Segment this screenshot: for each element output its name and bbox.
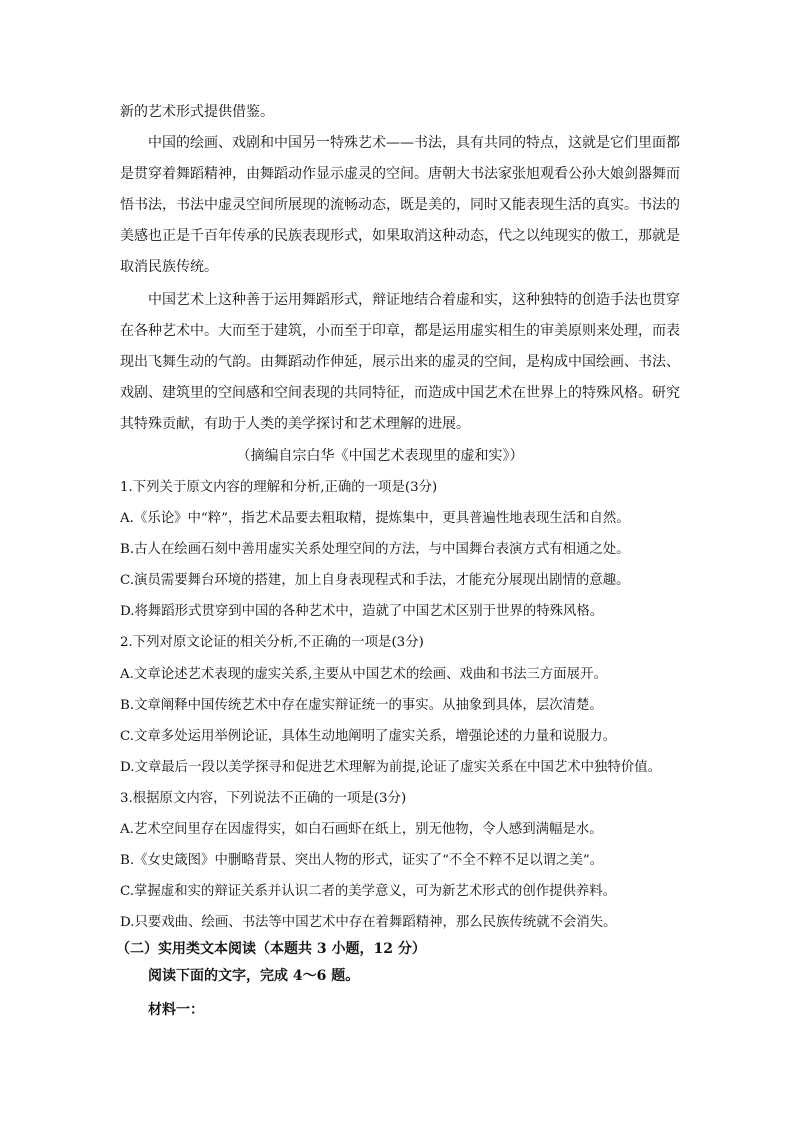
passage-line: 中国艺术上这种善于运用舞蹈形式，辩证地结合着虚和实，这种独特的创造手法也贯穿: [148, 292, 680, 308]
question-option: C.掌握虚和实的辩证关系并认识二者的美学意义，可为新艺术形式的创作提供养料。: [120, 884, 617, 899]
question-option: D.文章最后一段以美学探寻和促进艺术理解为前提,论证了虚实关系在中国艺术中独特价值。: [120, 760, 662, 775]
passage-line: 中国的绘画、戏剧和中国另一特殊艺术——书法，具有共同的特点，这就是它们里面都: [148, 135, 680, 151]
question-stem: 2.下列对原文论证的相关分析,不正确的一项是(3分): [120, 635, 424, 650]
question-option: B.《女史箴图》中删略背景、突出人物的形式，证实了“不全不粹不足以谓之美”。: [120, 853, 604, 868]
question-option: D.将舞蹈形式贯穿到中国的各种艺术中，造就了中国艺术区别于世界的特殊风格。: [120, 604, 604, 619]
section-title: （二）实用类文本阅读（本题共 3 小题，12 分）: [116, 941, 426, 957]
question-option: B.文章阐释中国传统艺术中存在虚实辩证统一的事实。从抽象到具体，层次清楚。: [120, 698, 603, 713]
passage-line: 悟书法，书法中虚灵空间所展现的流畅动态，既是美的，同时又能表现生活的真实。书法的: [120, 197, 680, 213]
passage-line: 在各种艺术中。大而至于建筑，小而至于印章，都是运用虚实相生的审美原则来处理，而表: [120, 323, 680, 339]
passage-line: 是贯穿着舞蹈精神，由舞蹈动作显示虚灵的空间。唐朝大书法家张旭观看公孙大娘剑器舞而: [120, 166, 680, 182]
passage-source: （摘编自宗白华《中国艺术表现里的虚和实》）: [236, 448, 524, 464]
question-option: B.古人在绘画石刻中善用虚实关系处理空间的方法，与中国舞台表演方式有相通之处。: [120, 542, 630, 557]
material-label: 材料一：: [148, 1002, 204, 1018]
question-option: A.文章论述艺术表现的虚实关系,主要从中国艺术的绘画、戏曲和书法三方面展开。: [120, 667, 607, 682]
passage-line: 其特殊贡献，有助于人类的美学探讨和艺术理解的进展。: [120, 416, 470, 432]
question-option: A.《乐论》中“粹”，指艺术品要去粗取精，提炼集中，更具普遍性地表现生活和自然。: [120, 511, 630, 526]
section-instruction: 阅读下面的文字，完成 4～6 题。: [148, 968, 360, 984]
question-option: D.只要戏曲、绘画、书法等中国艺术中存在着舞蹈精神，那么民族传统就不会消失。: [120, 915, 617, 930]
passage-line: 现出飞舞生动的气韵。由舞蹈动作伸延，展示出来的虚灵的空间，是构成中国绘画、书法、: [120, 354, 680, 370]
question-stem: 1.下列关于原文内容的理解和分析,正确的一项是(3分): [120, 480, 438, 495]
question-option: C.文章多处运用举例论证，具体生动地阐明了虚实关系，增强论述的力量和说服力。: [120, 729, 617, 744]
passage-line: 取消民族传统。: [120, 259, 218, 275]
passage-line: 美感也正是千百年传承的民族表现形式，如果取消这种动态，代之以纯现实的傲工，那就是: [120, 228, 680, 244]
question-stem: 3.根据原文内容，下列说法不正确的一项是(3分): [120, 791, 407, 806]
passage-line: 新的艺术形式提供借鉴。: [120, 104, 274, 120]
passage-line: 戏剧、建筑里的空间感和空间表现的共同特征，而造成中国艺术在世界上的特殊风格。研究: [120, 385, 680, 401]
question-option: C.演员需要舞台环境的搭建，加上自身表现程式和手法，才能充分展现出剧情的意趣。: [120, 573, 630, 588]
question-option: A.艺术空间里存在因虚得实，如白石画虾在纸上，别无他物，令人感到满幅是水。: [120, 822, 603, 837]
